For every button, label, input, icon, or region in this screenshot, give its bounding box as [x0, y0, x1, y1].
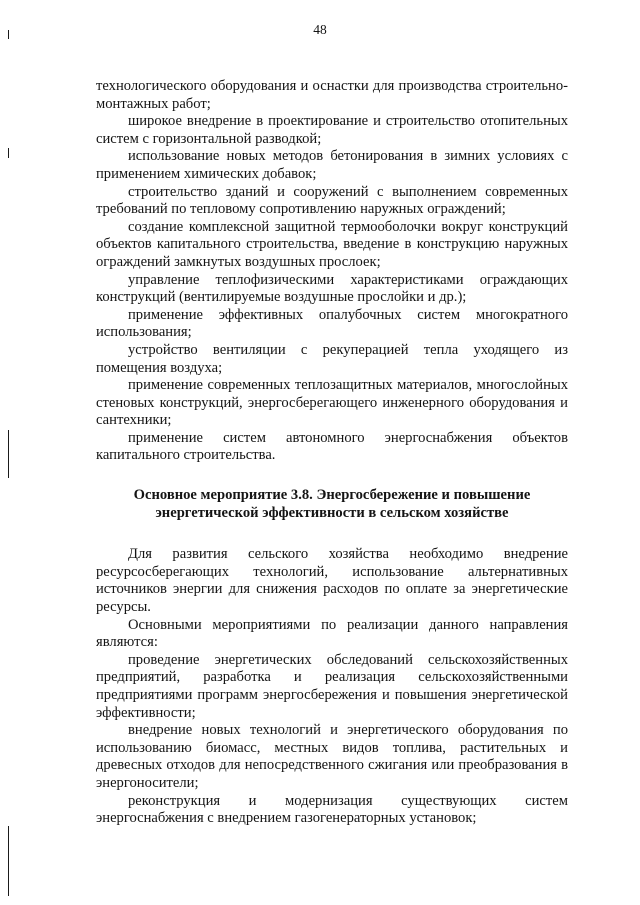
paragraph: технологического оборудования и оснастки для производства строительно-монтажных работ;: [96, 78, 568, 112]
paragraph: использование новых методов бетонирования в зимних условиях с применением химических добавок;: [96, 148, 568, 182]
paragraph: применение систем автономного энергоснабжения объектов капитального строительства.: [96, 429, 568, 464]
paragraph: внедрение новых технологий и энергетического оборудования по использованию биомасс, местных видов топлива, растительных и древесных отходов для непосредственного сжигания или преобразования в энергоносители;: [96, 722, 568, 791]
paragraph: Основными мероприятиями по реализации данного направления являются:: [96, 616, 568, 651]
scan-margin-mark: [8, 430, 9, 478]
section-heading: Основное мероприятие 3.8. Энергосбережение и повышение энергетической эффективности в сельском хозяйстве: [133, 487, 531, 521]
paragraph: устройство вентиляции с рекуперацией тепла уходящего из помещения воздуха;: [96, 341, 568, 376]
paragraph: реконструкция и модернизация существующих систем энергоснабжения с внедрением газогенераторных установок;: [96, 792, 568, 827]
paragraph: Для развития сельского хозяйства необходимо внедрение ресурсосберегающих технологий, использование альтернативных источников энергии для снижения расходов по оплате за энергетические ресурсы.: [96, 546, 568, 616]
document-body: [96, 78, 568, 828]
paragraph: строительство зданий и сооружений с выполнением современных требований по тепловому сопротивлению наружных ограждений;: [96, 183, 568, 218]
paragraph: управление теплофизическими характеристиками ограждающих конструкций (вентилируемые воздушные прослойки и др.);: [96, 271, 568, 306]
paragraph: применение эффективных опалубочных систем многократного использования;: [96, 306, 568, 341]
paragraph: создание комплексной защитной термооболочки вокруг конструкций объектов капитального строительства, введение в конструкцию наружных ограждений замкнутых воздушных прослоек;: [96, 218, 568, 270]
paragraph: широкое внедрение в проектирование и строительство отопительных систем с горизонтальной разводкой;: [96, 113, 568, 147]
scan-margin-mark: [8, 826, 9, 896]
scan-margin-mark: [8, 148, 9, 158]
paragraph: проведение энергетических обследований сельскохозяйственных предприятий, разработка и реализация сельскохозяйственными предприятиями программ энергосбережения и повышения энергетической эффективности;: [96, 651, 568, 721]
page-number: 48: [313, 22, 327, 37]
paragraph: применение современных теплозащитных материалов, многослойных стеновых конструкций, энергосберегающего инженерного оборудования и сантехники;: [96, 377, 568, 429]
